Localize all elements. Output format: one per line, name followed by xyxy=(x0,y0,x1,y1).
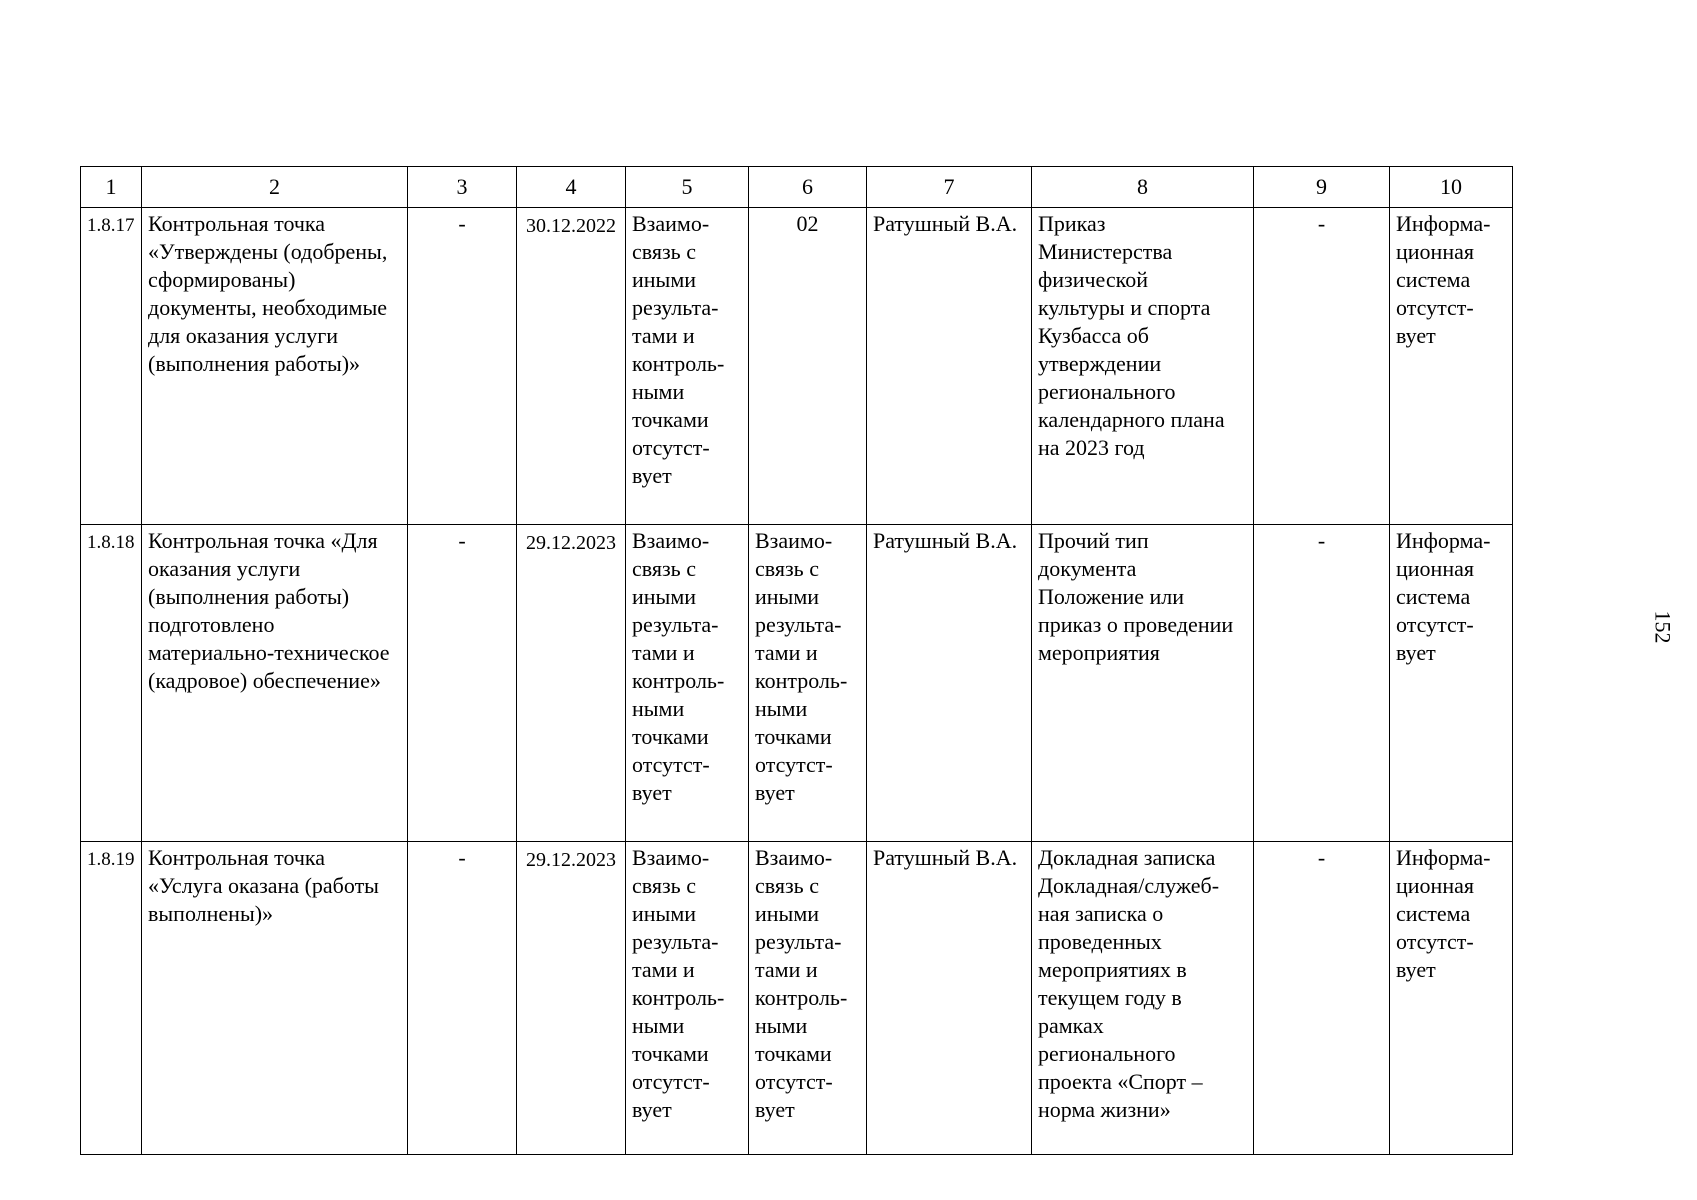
row-number: 1.8.17 xyxy=(81,208,142,525)
col6-value: Взаимо- связь с иными результа- тами и контроль- ными точками отсутст- вует xyxy=(749,525,867,842)
information-system: Информа- ционная система отсутст- вует xyxy=(1390,842,1513,1155)
responsible-person: Ратушный В.А. xyxy=(867,525,1032,842)
col9-value: - xyxy=(1254,525,1390,842)
document-description: Приказ Министерства физической культуры и спорта Кузбасса об утверждении регионального календарного плана на 2023 год xyxy=(1032,208,1254,525)
header-col-7: 7 xyxy=(867,167,1032,208)
due-date: 30.12.2022 xyxy=(517,208,626,525)
relationship-text: Взаимо- связь с иными результа- тами и контроль- ными точками отсутст- вует xyxy=(626,842,749,1155)
control-point-name: Контрольная точка «Утверждены (одобрены, сформированы) документы, необходимые для оказания услуги (выполнения работы)» xyxy=(142,208,408,525)
row-number: 1.8.18 xyxy=(81,525,142,842)
header-col-3: 3 xyxy=(408,167,517,208)
information-system: Информа- ционная система отсутст- вует xyxy=(1390,525,1513,842)
control-point-name: Контрольная точка «Услуга оказана (работы выполнены)» xyxy=(142,842,408,1155)
page-number: 152 xyxy=(1650,610,1676,644)
control-point-name: Контрольная точка «Для оказания услуги (выполнения работы) подготовлено материально-техническое (кадровое) обеспечение» xyxy=(142,525,408,842)
header-col-5: 5 xyxy=(626,167,749,208)
header-col-10: 10 xyxy=(1390,167,1513,208)
responsible-person: Ратушный В.А. xyxy=(867,208,1032,525)
header-col-8: 8 xyxy=(1032,167,1254,208)
table-row xyxy=(81,525,1513,842)
document-description: Прочий тип документа Положение или приказ о проведении мероприятия xyxy=(1032,525,1254,842)
information-system: Информа- ционная система отсутст- вует xyxy=(1390,208,1513,525)
header-col-2: 2 xyxy=(142,167,408,208)
col6-value: Взаимо- связь с иными результа- тами и контроль- ными точками отсутст- вует xyxy=(749,842,867,1155)
col9-value: - xyxy=(1254,208,1390,525)
header-col-6: 6 xyxy=(749,167,867,208)
table-row xyxy=(81,842,1513,1155)
header-col-1: 1 xyxy=(81,167,142,208)
header-col-9: 9 xyxy=(1254,167,1390,208)
col9-value: - xyxy=(1254,842,1390,1155)
document-description: Докладная записка Докладная/служеб- ная записка о проведенных мероприятиях в текущем году в рамках регионального проекта «Спорт – норма жизни» xyxy=(1032,842,1254,1155)
relationship-text: Взаимо- связь с иными результа- тами и контроль- ными точками отсутст- вует xyxy=(626,208,749,525)
control-points-table xyxy=(80,166,1513,1155)
row-number: 1.8.19 xyxy=(81,842,142,1155)
table-row xyxy=(81,208,1513,525)
due-date: 29.12.2023 xyxy=(517,525,626,842)
col3-value: - xyxy=(408,842,517,1155)
due-date: 29.12.2023 xyxy=(517,842,626,1155)
relationship-text: Взаимо- связь с иными результа- тами и контроль- ными точками отсутст- вует xyxy=(626,525,749,842)
col3-value: - xyxy=(408,525,517,842)
header-col-4: 4 xyxy=(517,167,626,208)
responsible-person: Ратушный В.А. xyxy=(867,842,1032,1155)
col3-value: - xyxy=(408,208,517,525)
header-row xyxy=(81,167,1513,208)
col6-value: 02 xyxy=(749,208,867,525)
